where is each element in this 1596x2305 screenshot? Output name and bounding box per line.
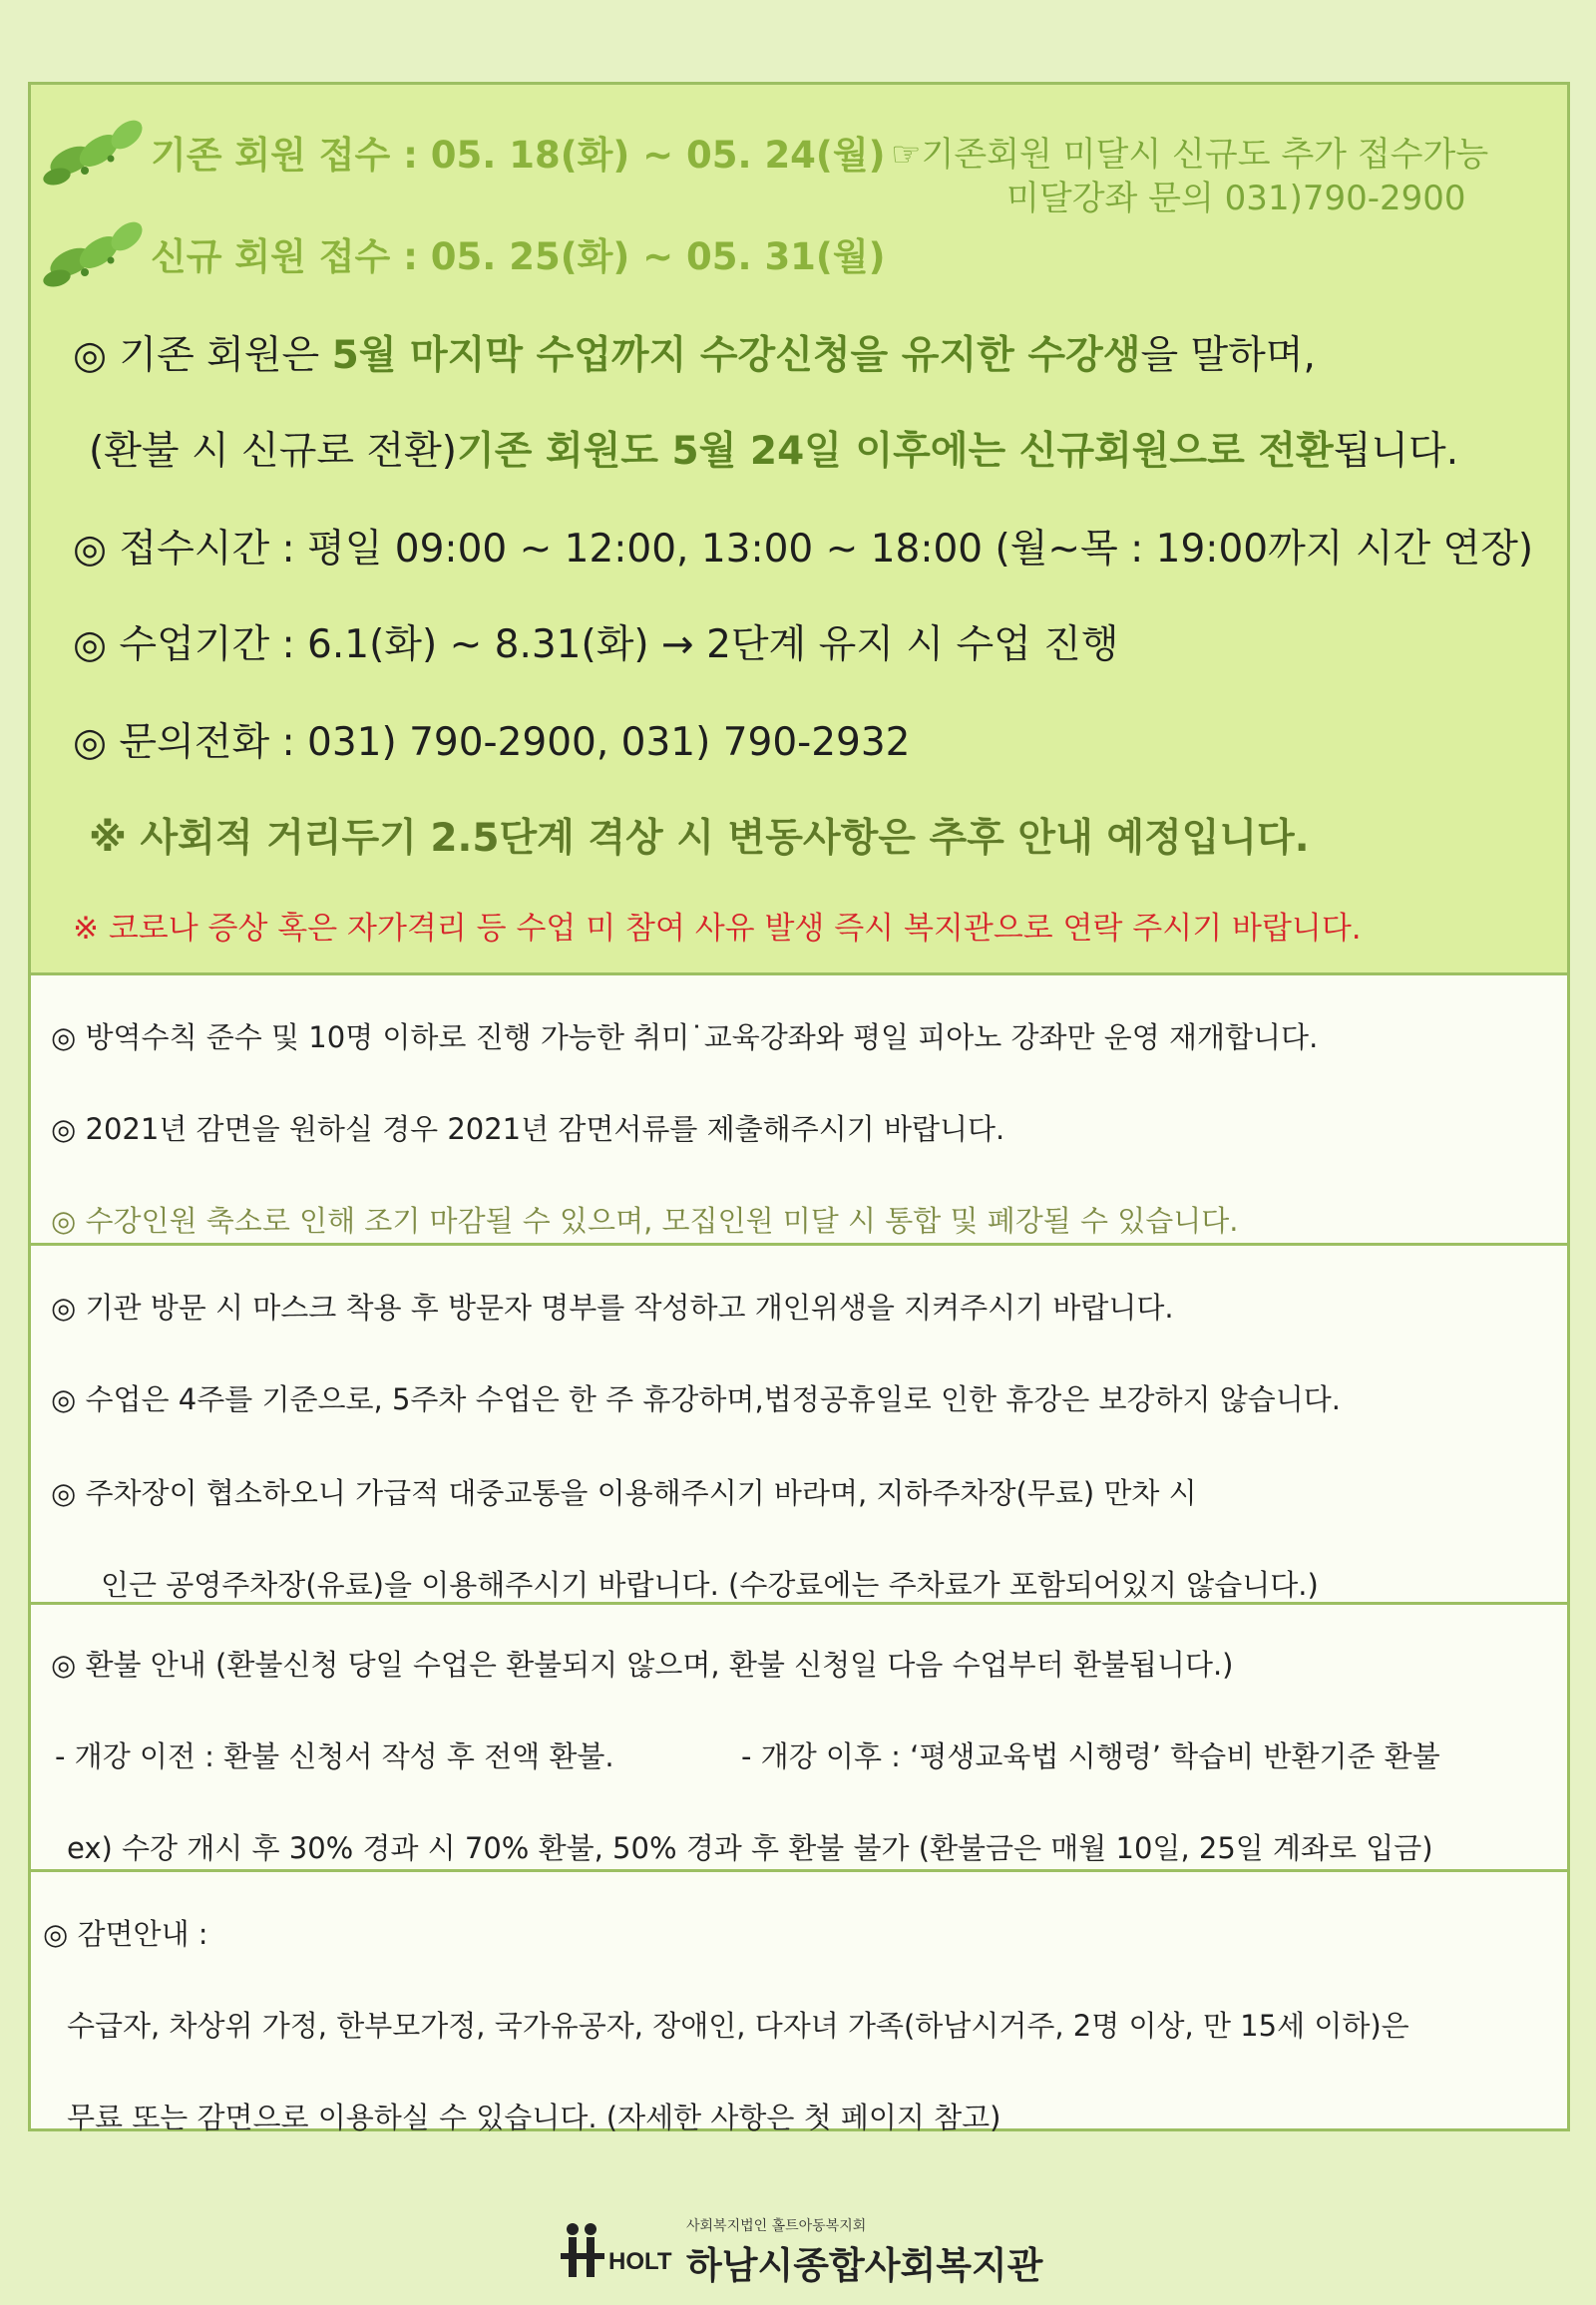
discount-section — [31, 1872, 1567, 2134]
mask-rule-item: ◎ 기관 방문 시 마스크 착용 후 방문자 명부를 작성하고 개인위생을 지켜주시기 바랍니다. — [51, 1291, 1174, 1325]
discount-usage: 무료 또는 감면으로 이용하실 수 있습니다. (자세한 사항은 첫 페이지 참고) — [67, 2101, 1001, 2134]
parking-item-continued: 인근 공영주차장(유료)을 이용해주시기 바랍니다. (수강료에는 주차료가 포함되어있지 않습니다.) — [101, 1568, 1319, 1602]
conversion-note — [89, 420, 1458, 476]
org-name: 하남시종합사회복지관 — [686, 2244, 1043, 2287]
parking-item: ◎ 주차장이 협소하오니 가급적 대중교통을 이용해주시기 바라며, 지하주차장(무료) 만차 시 — [51, 1476, 1197, 1510]
reception-hours: ◎ 접수시간 : 평일 09:00 ~ 12:00, 13:00 ~ 18:00 (월~목 : 19:00까지 시간 연장) — [73, 527, 1534, 572]
discount-document-item: ◎ 2021년 감면을 원하실 경우 2021년 감면서류를 제출해주시기 바랍니다. — [51, 1112, 1005, 1146]
class-period: ◎ 수업기간 : 6.1(화) ~ 8.31(화) → 2단계 유지 시 수업 진행 — [73, 622, 1119, 667]
highlight-text: 5월 마지막 수업까지 수강신청을 유지한 수강생 — [331, 333, 1141, 378]
existing-registration-period: 기존 회원 접수 : 05. 18(화) ~ 05. 24(월) — [151, 134, 886, 177]
class-closure-item: ◎ 수강인원 축소로 인해 조기 마감될 수 있으며, 모집인원 미달 시 통합 및 폐강될 수 있습니다. — [51, 1204, 1239, 1238]
text-segment: 됩니다. — [1333, 429, 1459, 474]
highlight-text: 기존 회원도 5월 24일 이후에는 신규회원으로 전환 — [457, 429, 1334, 474]
refund-example: ex) 수강 개시 후 30% 경과 시 70% 환불, 50% 경과 후 환불 불가 (환불금은 매월 10일, 25일 계좌로 입금) — [67, 1831, 1433, 1865]
distancing-notice: ※ 사회적 거리두기 2.5단계 격상 시 변동사항은 추후 안내 예정입니다. — [89, 816, 1310, 861]
visit-rules-section — [31, 1246, 1567, 1605]
refund-section — [31, 1605, 1567, 1872]
shortfall-inquiry-note: 미달강좌 문의 031)790-2900 — [1006, 179, 1466, 218]
text-segment: (환불 시 신규로 전환) — [89, 429, 458, 474]
notice-frame — [28, 82, 1570, 2134]
leaf-icon — [41, 214, 151, 294]
existing-member-definition — [73, 324, 1316, 380]
registration-section — [31, 85, 1567, 975]
refund-title: ◎ 환불 안내 (환불신청 당일 수업은 환불되지 않으며, 환불 신청일 다음 수업부터 환불됩니다.) — [51, 1648, 1234, 1682]
discount-eligibility: 수급자, 차상위 가정, 한부모가정, 국가유공자, 장애인, 다자녀 가족(하남시거주, 2명 이상, 만 15세 이하)은 — [67, 2009, 1409, 2043]
footer-logo — [559, 2209, 1043, 2289]
existing-registration-note: ☞기존회원 미달시 신규도 추가 접수가능 — [891, 135, 1489, 175]
new-registration-period: 신규 회원 접수 : 05. 25(화) ~ 05. 31(월) — [151, 235, 886, 278]
parent-org-name: 사회복지법인 홀트아동복지회 — [686, 2218, 867, 2234]
discount-title: ◎ 감면안내 : — [43, 1917, 208, 1951]
class-schedule-item: ◎ 수업은 4주를 기준으로, 5주차 수업은 한 주 휴강하며,법정공휴일로 인한 휴강은 보강하지 않습니다. — [51, 1382, 1342, 1416]
text-segment: ◎ 기존 회원은 — [73, 333, 332, 378]
covid-notice: ※ 코로나 증상 혹은 자가격리 등 수업 미 참여 사유 발생 즉시 복지관으로 연락 주시기 바랍니다. — [73, 911, 1362, 947]
inquiry-phone: ◎ 문의전화 : 031) 790-2900, 031) 790-2932 — [73, 720, 911, 765]
text-segment: 을 말하며, — [1140, 333, 1316, 378]
quarantine-section — [31, 975, 1567, 1246]
logo-text: HOLT — [608, 2248, 672, 2275]
refund-after-class: - 개강 이후 : ‘평생교육법 시행령’ 학습비 반환기준 환불 — [741, 1739, 1440, 1773]
leaf-icon — [41, 113, 151, 192]
holt-logo-icon — [559, 2219, 678, 2279]
refund-before-class: - 개강 이전 : 환불 신청서 작성 후 전액 환불. — [55, 1739, 614, 1773]
quarantine-item: ◎ 방역수칙 준수 및 10명 이하로 진행 가능한 취미˙교육강좌와 평일 피아노 강좌만 운영 재개합니다. — [51, 1020, 1319, 1054]
